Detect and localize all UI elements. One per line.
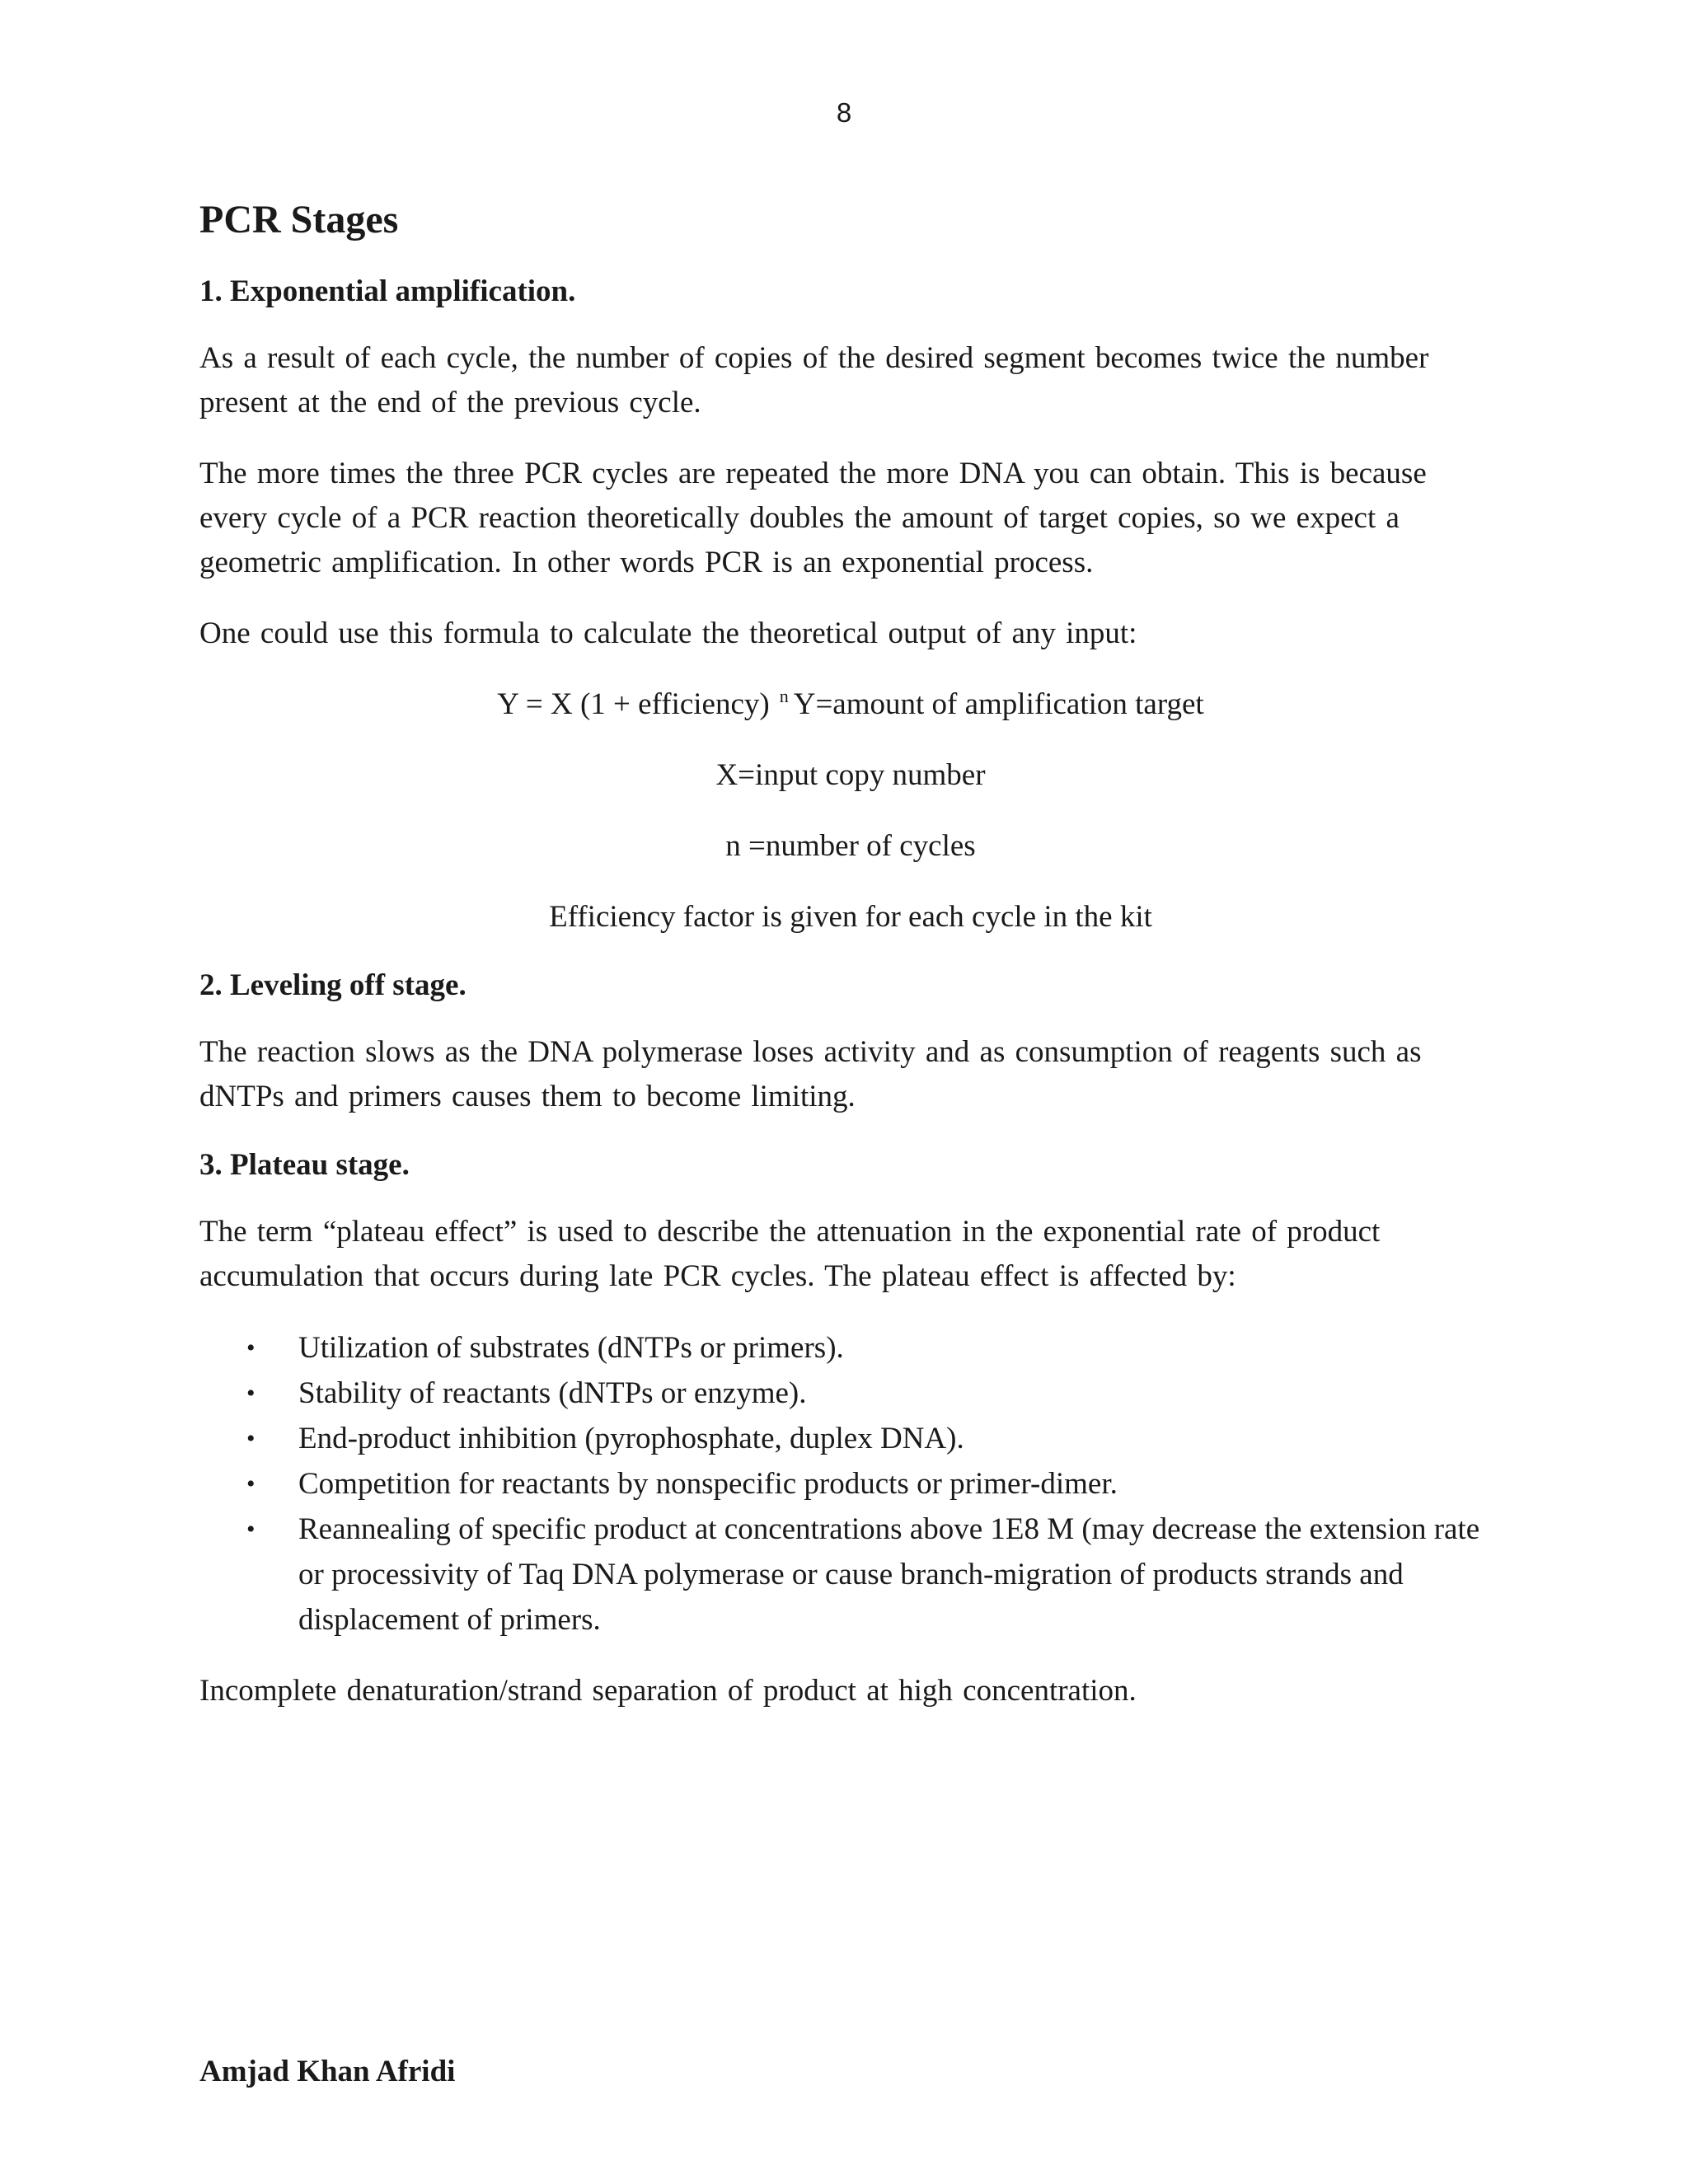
footer-author: Amjad Khan Afridi	[199, 2055, 456, 2088]
section-heading-exponential: 1. Exponential amplification.	[199, 274, 576, 308]
list-item-text: Competition for reactants by nonspecific products or primer-dimer.	[298, 1466, 1118, 1501]
section-heading-leveling-off: 2. Leveling off stage.	[199, 968, 467, 1002]
bullet-icon: •	[246, 1469, 256, 1497]
paragraph-leveling-off: The reaction slows as the DNA polymerase loses activity and as consumption of reagents such as dNTPs and primers causes them to become limiting.	[199, 1034, 1422, 1113]
list-item	[199, 1371, 1502, 1416]
formula-line	[199, 682, 1502, 727]
paragraph-exponential-process: The more times the three PCR cycles are repeated the more DNA you can obtain. This is because every cycle of a PCR reaction theoretically doubles the amount of target copies, so we expect a geometric amplification. In other words PCR is an exponential process.	[199, 456, 1427, 579]
page-title: PCR Stages	[199, 198, 399, 241]
document-body	[199, 196, 1502, 1740]
paragraph-cycle-doubling: As a result of each cycle, the number of copies of the desired segment becomes twice the number present at the end of the previous cycle.	[199, 340, 1429, 419]
formula-x-definition: X=input copy number	[715, 757, 986, 792]
page-number: 8	[836, 97, 852, 128]
formula-efficiency-note: Efficiency factor is given for each cycle in the kit	[549, 899, 1152, 934]
bullet-icon: •	[246, 1424, 256, 1452]
formula-exponent: n	[779, 685, 789, 706]
list-item-text: End-product inhibition (pyrophosphate, duplex DNA).	[298, 1421, 964, 1455]
list-item-text: Reannealing of specific product at concentrations above 1E8 M (may decrease the extension rate or processivity of Taq DNA polymerase or cause branch-migration of products strands and displacement of primers.	[298, 1511, 1480, 1637]
list-item-text: Stability of reactants (dNTPs or enzyme).	[298, 1376, 807, 1410]
formula-y-definition: Y=amount of amplification target	[793, 687, 1204, 721]
paragraph-incomplete-denaturation: Incomplete denaturation/strand separation of product at high concentration.	[199, 1673, 1137, 1708]
bullet-icon: •	[246, 1333, 256, 1361]
bullet-icon: •	[246, 1379, 256, 1407]
bullet-icon: •	[246, 1515, 256, 1543]
list-item	[199, 1325, 1502, 1371]
paragraph-formula-intro: One could use this formula to calculate the theoretical output of any input:	[199, 616, 1137, 650]
list-item-text: Utilization of substrates (dNTPs or primers).	[298, 1330, 844, 1365]
formula-n-definition: n =number of cycles	[725, 828, 976, 863]
plateau-factors-list	[199, 1325, 1502, 1643]
list-item	[199, 1507, 1502, 1643]
list-item	[199, 1416, 1502, 1461]
paragraph-plateau-effect: The term “plateau effect” is used to describe the attenuation in the exponential rate of product accumulation that occurs during late PCR cycles. The plateau effect is affected by:	[199, 1214, 1381, 1293]
list-item	[199, 1461, 1502, 1507]
section-heading-plateau: 3. Plateau stage.	[199, 1147, 410, 1182]
formula-expression: Y = X (1 + efficiency)	[497, 687, 770, 721]
